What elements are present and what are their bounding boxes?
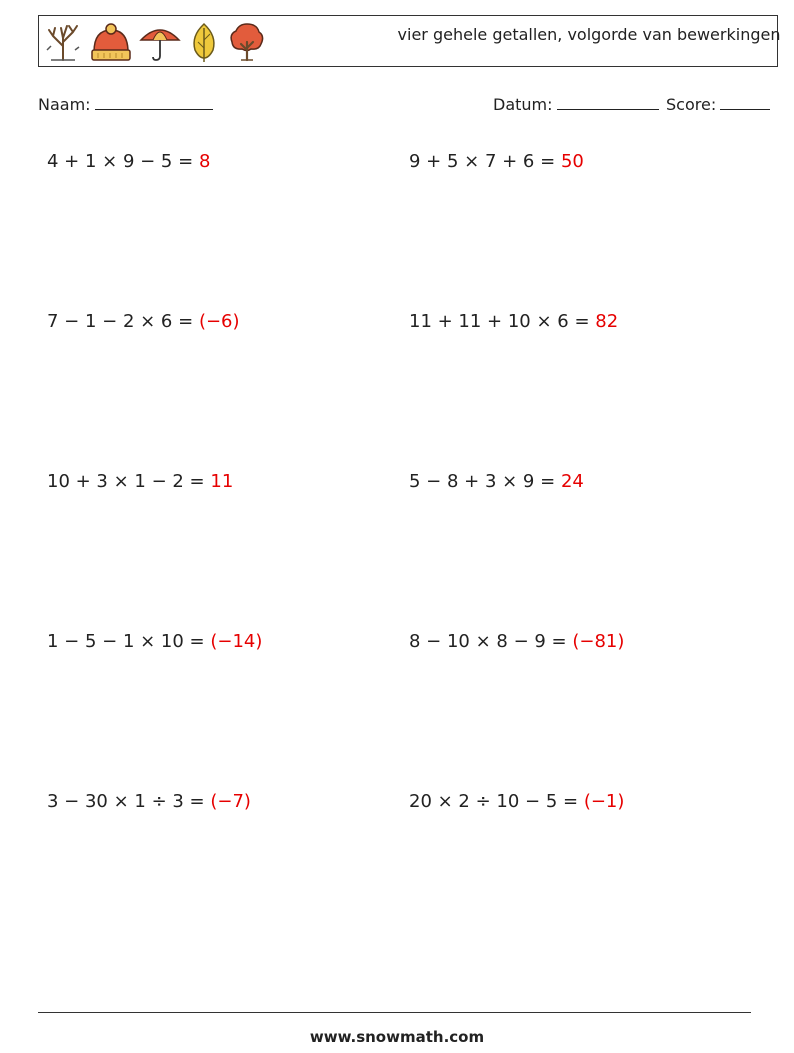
problem-answer: (−1) bbox=[583, 791, 625, 812]
score-blank bbox=[720, 93, 770, 110]
problem-answer: (−14) bbox=[210, 631, 263, 652]
header-icons bbox=[43, 20, 273, 64]
footer-divider bbox=[38, 1012, 751, 1013]
problem-5 bbox=[47, 471, 233, 493]
footer-url[interactable]: www.snowmath.com bbox=[309, 1028, 485, 1046]
problem-answer: 24 bbox=[560, 471, 584, 492]
problem-expression: 20 × 2 ÷ 10 − 5 = bbox=[409, 791, 579, 812]
problem-expression: 8 − 10 × 8 − 9 = bbox=[409, 631, 567, 652]
problem-expression: 11 + 11 + 10 × 6 = bbox=[409, 311, 590, 332]
problem-answer: 11 bbox=[210, 471, 234, 492]
worksheet-title: vier gehele getallen, volgorde van bewerkingen bbox=[397, 25, 781, 44]
winter-hat-icon bbox=[89, 20, 133, 64]
problem-answer: 82 bbox=[595, 311, 619, 332]
leaf-icon bbox=[187, 20, 221, 64]
problem-8 bbox=[409, 631, 624, 653]
umbrella-icon bbox=[139, 20, 181, 64]
name-blank bbox=[95, 93, 213, 110]
problem-6 bbox=[409, 471, 584, 493]
score-label: Score: bbox=[666, 95, 717, 114]
problem-answer: (−7) bbox=[210, 791, 251, 812]
problem-answer: 8 bbox=[198, 151, 211, 172]
problem-2 bbox=[409, 151, 584, 173]
score-field bbox=[666, 93, 770, 115]
problem-expression: 5 − 8 + 3 × 9 = bbox=[409, 471, 556, 492]
problem-7 bbox=[47, 631, 262, 653]
problem-10 bbox=[409, 791, 624, 813]
problem-1 bbox=[47, 151, 210, 173]
worksheet-header bbox=[38, 15, 781, 67]
autumn-tree-icon bbox=[227, 20, 267, 64]
bare-tree-icon bbox=[43, 20, 83, 64]
date-label: Datum: bbox=[493, 95, 553, 114]
date-field bbox=[493, 93, 659, 115]
problem-answer: 50 bbox=[560, 151, 584, 172]
problem-answer: (−81) bbox=[572, 631, 625, 652]
problem-expression: 9 + 5 × 7 + 6 = bbox=[409, 151, 556, 172]
problem-expression: 1 − 5 − 1 × 10 = bbox=[47, 631, 205, 652]
name-label: Naam: bbox=[38, 95, 91, 114]
date-blank bbox=[557, 93, 659, 110]
problem-3 bbox=[47, 311, 240, 333]
problem-expression: 3 − 30 × 1 ÷ 3 = bbox=[47, 791, 205, 812]
name-field bbox=[38, 93, 213, 115]
problem-expression: 4 + 1 × 9 − 5 = bbox=[47, 151, 194, 172]
problem-expression: 10 + 3 × 1 − 2 = bbox=[47, 471, 205, 492]
problem-9 bbox=[47, 791, 251, 813]
problem-expression: 7 − 1 − 2 × 6 = bbox=[47, 311, 194, 332]
problem-answer: (−6) bbox=[198, 311, 240, 332]
problem-4 bbox=[409, 311, 618, 333]
